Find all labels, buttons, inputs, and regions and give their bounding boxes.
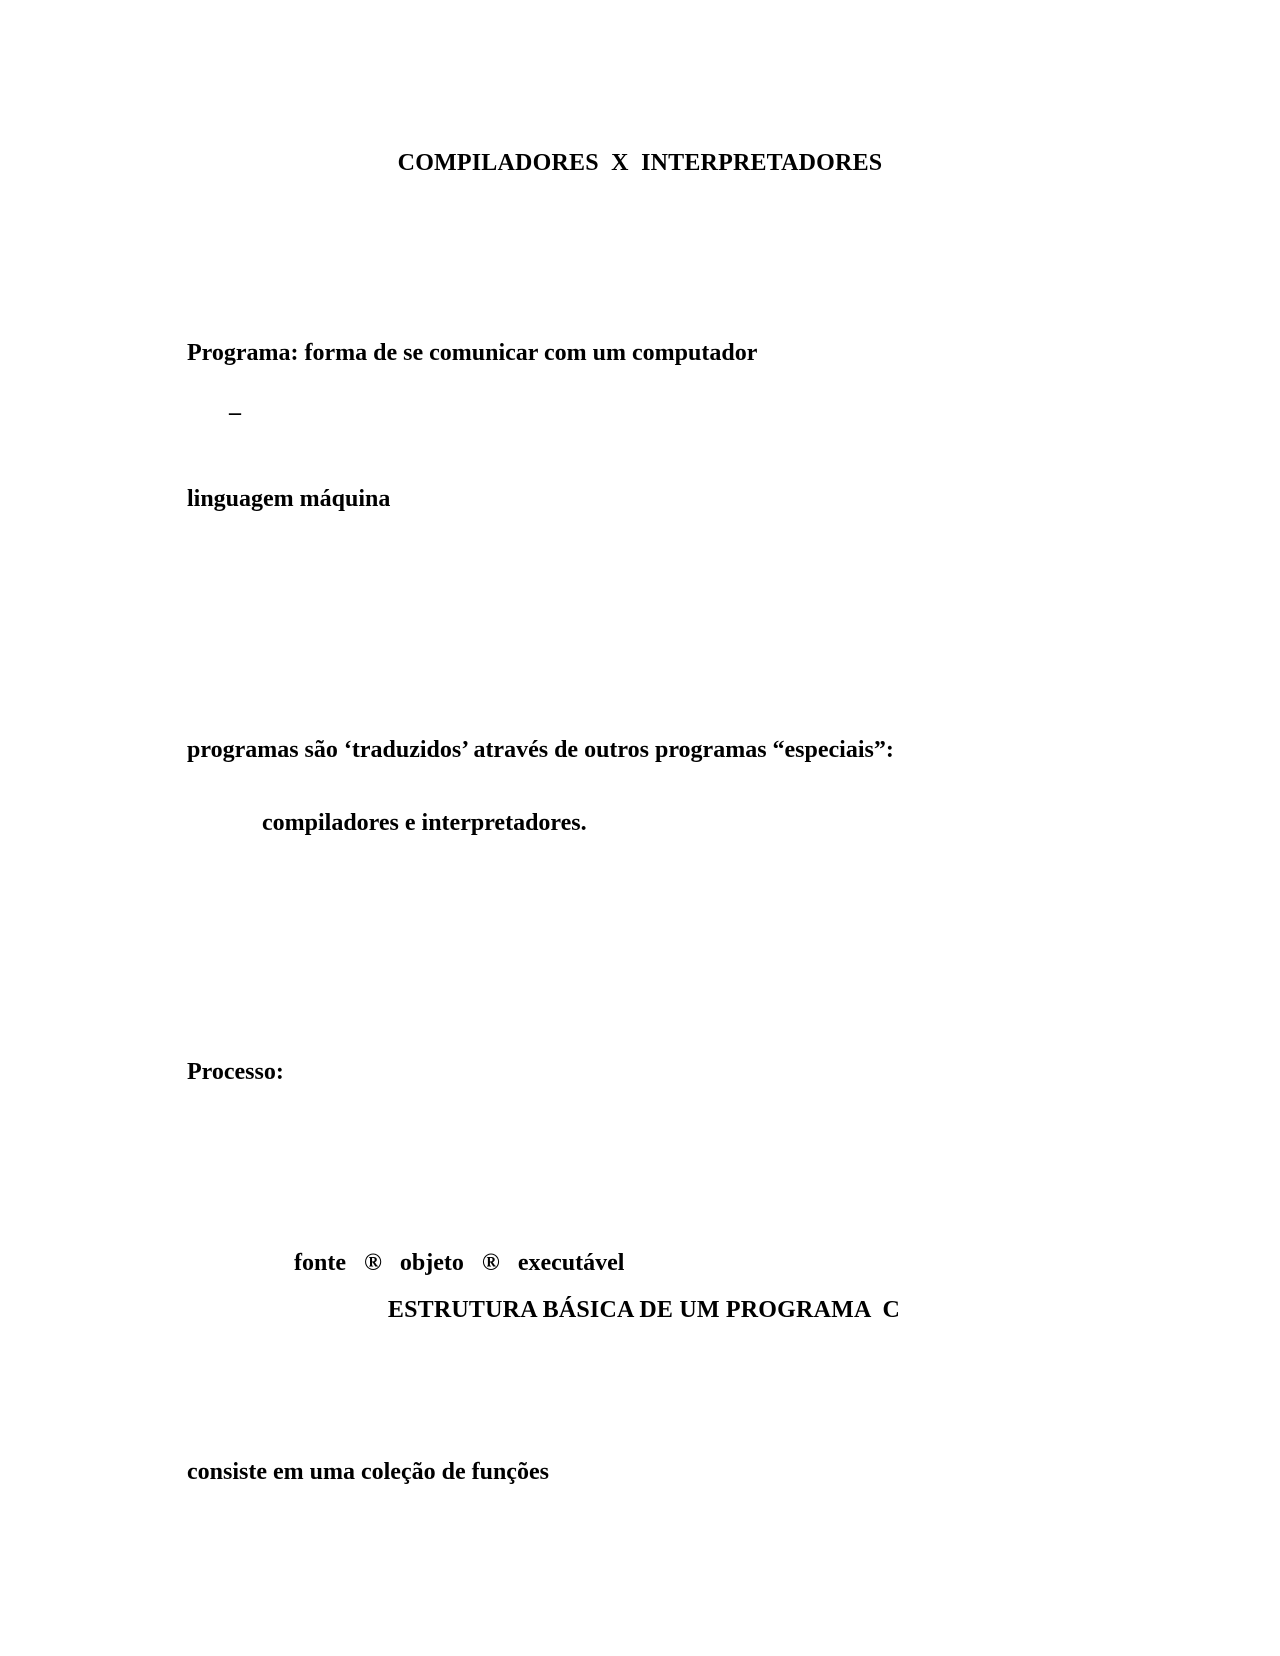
paragraph-compiladores: compiladores e interpretadores. [262,810,587,836]
paragraph-traduzidos: programas são ‘traduzidos’ através de outros programas “especiais”: [187,737,894,763]
flow-arrow-2: ® [481,1250,500,1276]
section-title-estrutura: ESTRUTURA BÁSICA DE UM PROGRAMA C [387,1297,901,1323]
paragraph-processo: Processo: [187,1059,284,1085]
flow-arrow-1: ® [363,1250,382,1276]
paragraph-linguagem: linguagem máquina [187,486,391,512]
process-flow [270,1221,624,1305]
flow-objeto: objeto [399,1250,464,1276]
section-title-compiladores: COMPILADORES X INTERPRETADORES [397,150,883,176]
flow-fonte: fonte [294,1250,346,1276]
dash-bullet: – [229,400,241,426]
flow-executavel: executável [517,1250,625,1276]
paragraph-consiste: consiste em uma coleção de funções [187,1459,549,1485]
paragraph-programa: Programa: forma de se comunicar com um computador [187,340,758,366]
